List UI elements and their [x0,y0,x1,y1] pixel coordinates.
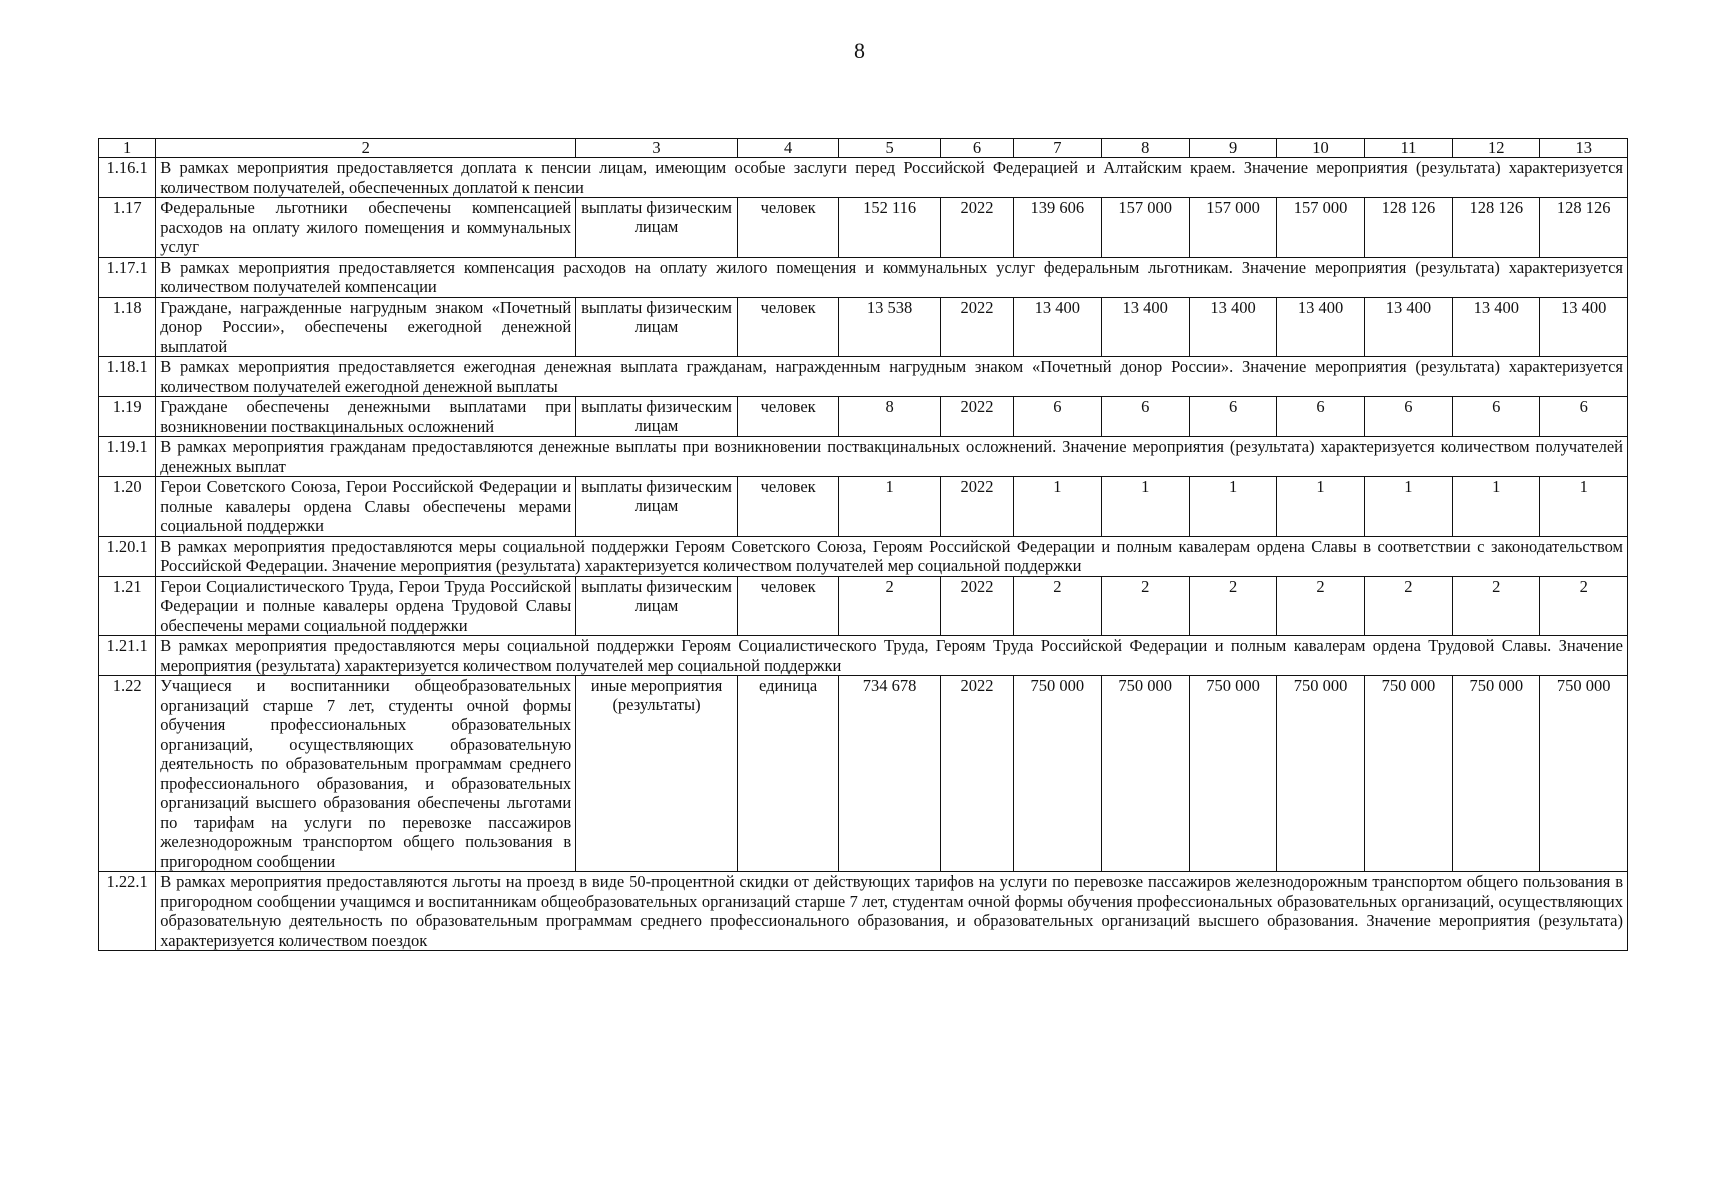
description-row [99,357,1628,397]
result-name: Учащиеся и воспитанники общеобразовательных организаций старше 7 лет, студенты очной формы обучения профессиональных образовательных организаций, осуществляющих образовательную деятельность по образовательным программам среднего профессионального образования, и образовательных организаций высшего образования обеспечены льготами по тарифам на услуги по перевозке пассажиров железнодорожным транспортом общего пользования в пригородном сообщении [156,676,576,872]
result-name: Герои Советского Союза, Герои Российской Федерации и полные кавалеры ордена Славы обеспечены мерами социальной поддержки [156,477,576,537]
result-type: выплаты физическим лицам [576,477,738,537]
target-value: 2 [1014,576,1101,636]
target-value: 6 [1014,397,1101,437]
description-row [99,536,1628,576]
base-value: 734 678 [839,676,940,872]
target-value: 13 400 [1364,297,1452,357]
target-value: 13 400 [1453,297,1540,357]
base-year: 2022 [940,477,1013,537]
row-number: 1.19 [99,397,156,437]
result-name: Граждане обеспечены денежными выплатами при возникновении поствакцинальных осложнений [156,397,576,437]
column-number: 6 [940,139,1013,158]
table-row [99,297,1628,357]
row-number: 1.21.1 [99,636,156,676]
description-row [99,257,1628,297]
target-value: 750 000 [1014,676,1101,872]
base-year: 2022 [940,297,1013,357]
target-value: 6 [1364,397,1452,437]
result-name: Федеральные льготники обеспечены компенсацией расходов на оплату жилого помещения и коммунальных услуг [156,198,576,258]
column-number-row [99,139,1628,158]
column-number: 7 [1014,139,1101,158]
column-number: 2 [156,139,576,158]
row-number: 1.21 [99,576,156,636]
base-value: 152 116 [839,198,940,258]
target-value: 1 [1453,477,1540,537]
unit-of-measure: человек [737,397,838,437]
table-row [99,198,1628,258]
description-row [99,636,1628,676]
target-value: 750 000 [1101,676,1189,872]
row-description: В рамках мероприятия предоставляется ежегодная денежная выплата гражданам, награжденным нагрудным знаком «Почетный донор России». Значение мероприятия (результата) характеризуется количеством получателей ежегодной денежной выплаты [156,357,1628,397]
base-value: 2 [839,576,940,636]
target-value: 6 [1189,397,1276,437]
row-number: 1.22 [99,676,156,872]
target-value: 13 400 [1101,297,1189,357]
result-name: Герои Социалистического Труда, Герои Труда Российской Федерации и полные кавалеры ордена Трудовой Славы обеспечены мерами социальной поддержки [156,576,576,636]
table-row [99,676,1628,872]
target-value: 750 000 [1189,676,1276,872]
row-number: 1.16.1 [99,158,156,198]
base-value: 1 [839,477,940,537]
target-value: 13 400 [1540,297,1628,357]
target-value: 6 [1540,397,1628,437]
column-number: 9 [1189,139,1276,158]
page-number: 8 [854,38,865,63]
result-type: выплаты физическим лицам [576,576,738,636]
target-value: 6 [1453,397,1540,437]
result-type: иные мероприятия (результаты) [576,676,738,872]
row-description: В рамках мероприятия предоставляются меры социальной поддержки Героям Социалистического Труда, Героям Труда Российской Федерации и полным кавалерам ордена Трудовой Славы. Значение мероприятия (результата) характеризуется количеством получателей мер социальной поддержки [156,636,1628,676]
base-value: 8 [839,397,940,437]
column-number: 5 [839,139,940,158]
target-value: 157 000 [1277,198,1364,258]
target-value: 2 [1277,576,1364,636]
target-value: 1 [1364,477,1452,537]
target-value: 1 [1189,477,1276,537]
unit-of-measure: единица [737,676,838,872]
row-number: 1.19.1 [99,437,156,477]
column-number: 10 [1277,139,1364,158]
target-value: 2 [1540,576,1628,636]
description-row [99,872,1628,951]
target-value: 1 [1101,477,1189,537]
target-value: 128 126 [1364,198,1452,258]
column-number: 13 [1540,139,1628,158]
target-value: 750 000 [1277,676,1364,872]
target-value: 2 [1101,576,1189,636]
target-value: 139 606 [1014,198,1101,258]
result-type: выплаты физическим лицам [576,297,738,357]
unit-of-measure: человек [737,297,838,357]
unit-of-measure: человек [737,477,838,537]
column-number: 3 [576,139,738,158]
target-value: 2 [1364,576,1452,636]
row-number: 1.20 [99,477,156,537]
row-description: В рамках мероприятия предоставляются меры социальной поддержки Героям Советского Союза, Героям Российской Федерации и полным кавалерам ордена Славы в соответствии с законодательством Российской Федерации. Значение мероприятия (результата) характеризуется количеством получателей мер социальной поддержки [156,536,1628,576]
base-year: 2022 [940,576,1013,636]
target-value: 2 [1189,576,1276,636]
description-row [99,158,1628,198]
target-value: 157 000 [1101,198,1189,258]
target-value: 13 400 [1014,297,1101,357]
row-description: В рамках мероприятия предоставляются льготы на проезд в виде 50-процентной скидки от действующих тарифов на услуги по перевозке пассажиров железнодорожным транспортом общего пользования в пригородном сообщении учащимся и воспитанникам общеобразовательных организаций старше 7 лет, студентам очной формы обучения профессиональных образовательных организаций, осуществляющих образовательную деятельность по образовательным программам среднего профессионального образования, и образовательных организаций высшего образования. Значение мероприятия (результата) характеризуется количеством поездок [156,872,1628,951]
row-number: 1.22.1 [99,872,156,951]
target-value: 1 [1277,477,1364,537]
unit-of-measure: человек [737,198,838,258]
target-value: 1 [1540,477,1628,537]
table-row [99,576,1628,636]
target-value: 6 [1101,397,1189,437]
unit-of-measure: человек [737,576,838,636]
table-body [99,139,1628,951]
row-number: 1.17.1 [99,257,156,297]
result-type: выплаты физическим лицам [576,397,738,437]
base-year: 2022 [940,198,1013,258]
row-number: 1.17 [99,198,156,258]
row-description: В рамках мероприятия гражданам предоставляются денежные выплаты при возникновении поствакцинальных осложнений. Значение мероприятия (результата) характеризуется количеством получателей денежных выплат [156,437,1628,477]
base-value: 13 538 [839,297,940,357]
target-value: 13 400 [1277,297,1364,357]
target-value: 750 000 [1364,676,1452,872]
column-number: 1 [99,139,156,158]
target-value: 750 000 [1453,676,1540,872]
base-year: 2022 [940,676,1013,872]
row-description: В рамках мероприятия предоставляется компенсация расходов на оплату жилого помещения и коммунальных услуг федеральным льготникам. Значение мероприятия (результата) характеризуется количеством получателей компенсации [156,257,1628,297]
target-value: 1 [1014,477,1101,537]
target-value: 157 000 [1189,198,1276,258]
row-description: В рамках мероприятия предоставляется доплата к пенсии лицам, имеющим особые заслуги перед Российской Федерацией и Алтайским краем. Значение мероприятия (результата) характеризуется количеством получателей, обеспеченных доплатой к пенсии [156,158,1628,198]
target-value: 2 [1453,576,1540,636]
target-value: 128 126 [1453,198,1540,258]
result-name: Граждане, награжденные нагрудным знаком «Почетный донор России», обеспечены ежегодной денежной выплатой [156,297,576,357]
table-row [99,477,1628,537]
description-row [99,437,1628,477]
row-number: 1.18 [99,297,156,357]
target-value: 6 [1277,397,1364,437]
row-number: 1.18.1 [99,357,156,397]
target-value: 750 000 [1540,676,1628,872]
column-number: 8 [1101,139,1189,158]
target-value: 128 126 [1540,198,1628,258]
column-number: 12 [1453,139,1540,158]
result-type: выплаты физическим лицам [576,198,738,258]
row-number: 1.20.1 [99,536,156,576]
column-number: 4 [737,139,838,158]
target-value: 13 400 [1189,297,1276,357]
column-number: 11 [1364,139,1452,158]
results-table [98,138,1628,951]
table-row [99,397,1628,437]
base-year: 2022 [940,397,1013,437]
